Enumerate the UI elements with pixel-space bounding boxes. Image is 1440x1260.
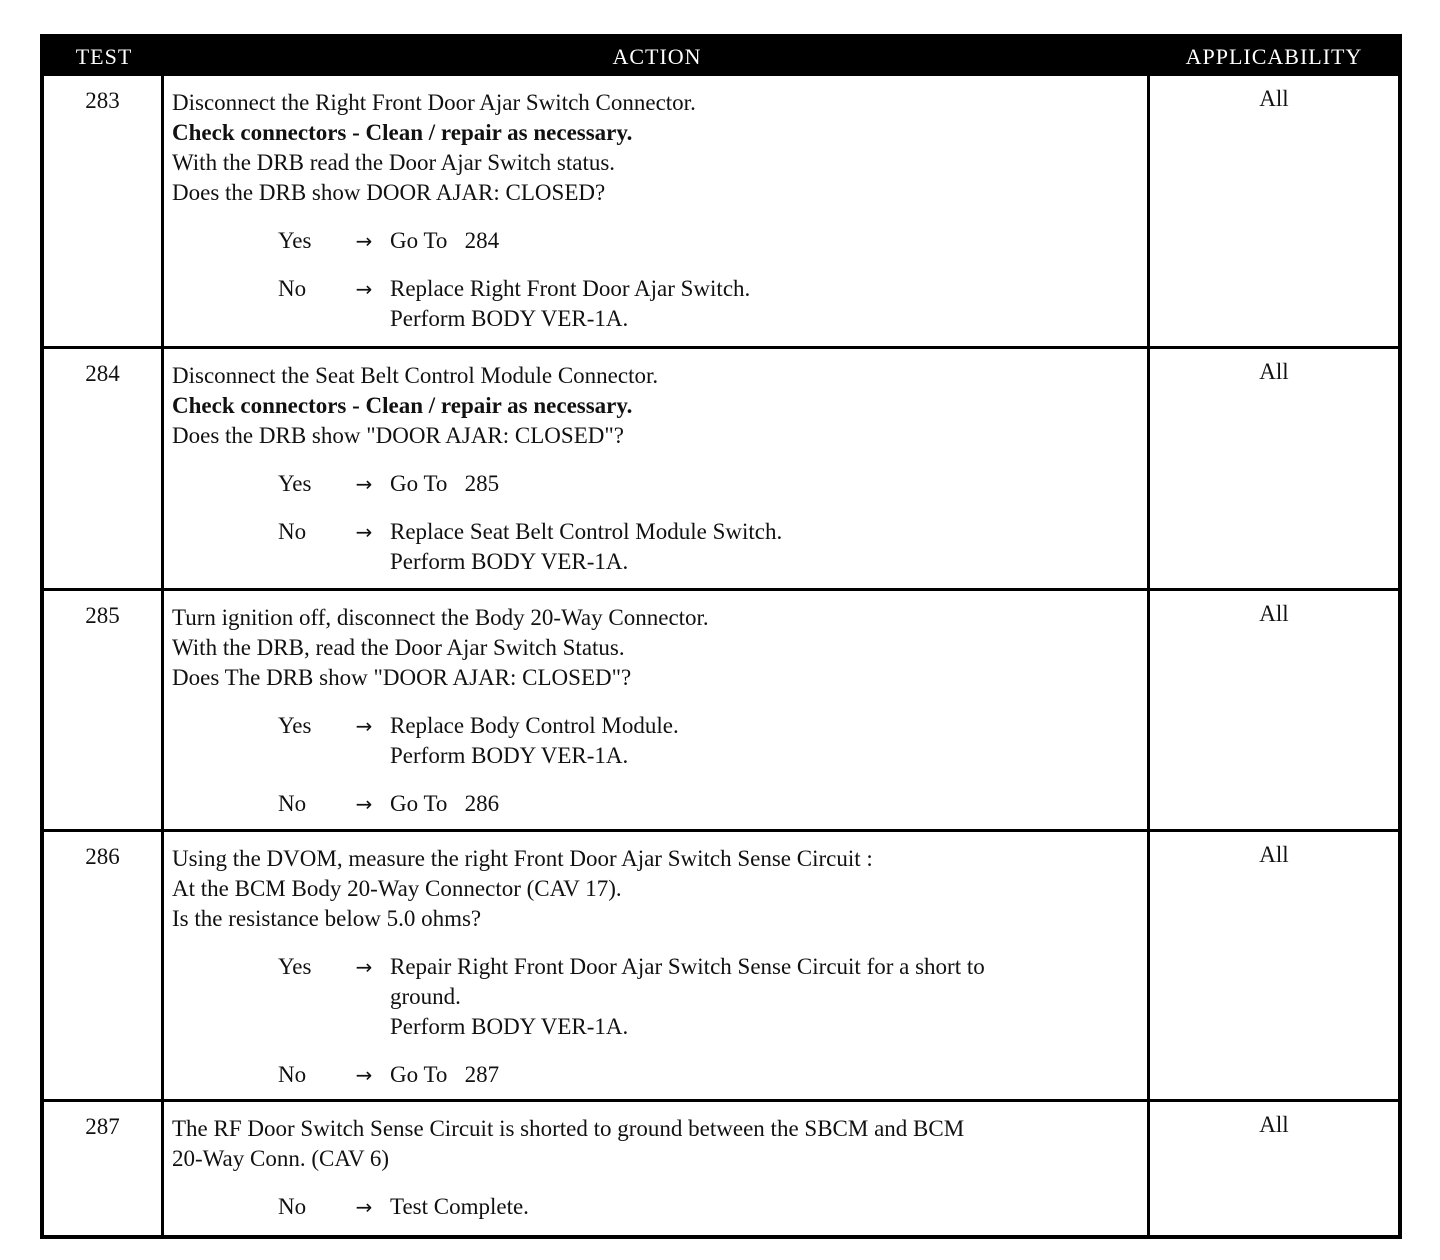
outcome-text xyxy=(390,274,1139,334)
outcome-label: Yes xyxy=(278,228,312,253)
header-test: TEST xyxy=(75,44,133,69)
action-instruction: 20-Way Conn. (CAV 6) xyxy=(172,1146,390,1171)
test-number: 286 xyxy=(44,832,164,1099)
outcome-yes xyxy=(172,226,1139,256)
action-instruction: Disconnect the Seat Belt Control Module Connector. xyxy=(172,363,659,388)
outcome-list xyxy=(172,952,1139,1090)
action-cell xyxy=(164,349,1150,588)
applicability-cell: All xyxy=(1259,359,1289,384)
table-row xyxy=(44,588,1398,829)
right-arrow-icon: → xyxy=(355,792,373,816)
right-arrow-icon: → xyxy=(355,229,373,253)
outcome-text xyxy=(390,789,1139,819)
right-arrow-icon: → xyxy=(355,472,373,496)
action-instruction: Does the DRB show DOOR AJAR: CLOSED? xyxy=(172,180,606,205)
test-number: 287 xyxy=(44,1102,164,1235)
action-instruction-bold: Check connectors - Clean / repair as necessary. xyxy=(172,393,633,418)
outcome-text-line: Perform BODY VER-1A. xyxy=(390,306,629,331)
outcome-label: No xyxy=(278,276,307,301)
outcome-text-line: Replace Right Front Door Ajar Switch. xyxy=(390,276,751,301)
table-row xyxy=(44,1099,1398,1235)
applicability-cell: All xyxy=(1259,842,1289,867)
action-instruction: Using the DVOM, measure the right Front Door Ajar Switch Sense Circuit : xyxy=(172,846,873,871)
header-action: ACTION xyxy=(612,44,702,69)
action-instruction-bold: Check connectors - Clean / repair as necessary. xyxy=(172,120,633,145)
outcome-text-line: Test Complete. xyxy=(390,1194,529,1219)
right-arrow-icon: → xyxy=(355,955,373,979)
diagnostic-test-table xyxy=(40,34,1402,1239)
outcome-yes xyxy=(172,952,1139,1042)
outcome-no xyxy=(172,1060,1139,1090)
outcome-no xyxy=(172,517,1139,577)
outcome-list xyxy=(172,469,1139,577)
test-number: 284 xyxy=(44,349,164,588)
outcome-label: No xyxy=(278,1062,307,1087)
outcome-label: Yes xyxy=(278,471,312,496)
outcome-text-line: Go To 285 xyxy=(390,471,500,496)
action-cell xyxy=(164,76,1150,346)
outcome-text xyxy=(390,226,1139,256)
outcome-text xyxy=(390,469,1139,499)
outcome-no xyxy=(172,1192,1139,1222)
outcome-list xyxy=(172,226,1139,334)
outcome-label: Yes xyxy=(278,713,312,738)
outcome-text-line: Repair Right Front Door Ajar Switch Sense Circuit for a short to xyxy=(390,954,985,979)
applicability-cell: All xyxy=(1259,86,1289,111)
action-instruction: With the DRB read the Door Ajar Switch status. xyxy=(172,150,616,175)
table-row xyxy=(44,346,1398,588)
outcome-text-line: Replace Body Control Module. xyxy=(390,713,679,738)
action-instruction: The RF Door Switch Sense Circuit is shorted to ground between the SBCM and BCM xyxy=(172,1116,965,1141)
action-cell xyxy=(164,832,1150,1099)
outcome-label: No xyxy=(278,791,307,816)
right-arrow-icon: → xyxy=(355,277,373,301)
outcome-list xyxy=(172,1192,1139,1222)
outcome-label: No xyxy=(278,1194,307,1219)
test-number: 283 xyxy=(44,76,164,346)
right-arrow-icon: → xyxy=(355,1195,373,1219)
table-row xyxy=(44,829,1398,1099)
action-instruction: Does The DRB show "DOOR AJAR: CLOSED"? xyxy=(172,665,632,690)
action-instruction: Does the DRB show "DOOR AJAR: CLOSED"? xyxy=(172,423,624,448)
table-header xyxy=(44,38,1398,76)
action-cell xyxy=(164,1102,1150,1235)
outcome-list xyxy=(172,711,1139,819)
outcome-text-line: ground. xyxy=(390,984,461,1009)
outcome-text-line: Perform BODY VER-1A. xyxy=(390,1014,629,1039)
outcome-text-line: Perform BODY VER-1A. xyxy=(390,743,629,768)
table-body xyxy=(44,76,1398,1235)
outcome-text xyxy=(390,952,1139,1042)
applicability-cell: All xyxy=(1259,1112,1289,1137)
header-applicability: APPLICABILITY xyxy=(1185,44,1363,69)
action-cell xyxy=(164,591,1150,829)
table-row xyxy=(44,76,1398,346)
outcome-text-line: Perform BODY VER-1A. xyxy=(390,549,629,574)
action-instruction: Disconnect the Right Front Door Ajar Switch Connector. xyxy=(172,90,696,115)
outcome-text-line: Go To 284 xyxy=(390,228,500,253)
outcome-text xyxy=(390,1060,1139,1090)
action-instruction: With the DRB, read the Door Ajar Switch Status. xyxy=(172,635,625,660)
right-arrow-icon: → xyxy=(355,520,373,544)
outcome-text xyxy=(390,517,1139,577)
outcome-label: No xyxy=(278,519,307,544)
outcome-text-line: Replace Seat Belt Control Module Switch. xyxy=(390,519,783,544)
action-instruction: At the BCM Body 20-Way Connector (CAV 17). xyxy=(172,876,622,901)
action-instruction: Is the resistance below 5.0 ohms? xyxy=(172,906,482,931)
action-instruction: Turn ignition off, disconnect the Body 20-Way Connector. xyxy=(172,605,709,630)
outcome-label: Yes xyxy=(278,954,312,979)
outcome-no xyxy=(172,274,1139,334)
outcome-text-line: Go To 286 xyxy=(390,791,500,816)
outcome-text-line: Go To 287 xyxy=(390,1062,500,1087)
outcome-no xyxy=(172,789,1139,819)
outcome-yes xyxy=(172,469,1139,499)
right-arrow-icon: → xyxy=(355,714,373,738)
applicability-cell: All xyxy=(1259,601,1289,626)
test-number: 285 xyxy=(44,591,164,829)
outcome-text xyxy=(390,1192,1139,1222)
right-arrow-icon: → xyxy=(355,1063,373,1087)
outcome-yes xyxy=(172,711,1139,771)
outcome-text xyxy=(390,711,1139,771)
